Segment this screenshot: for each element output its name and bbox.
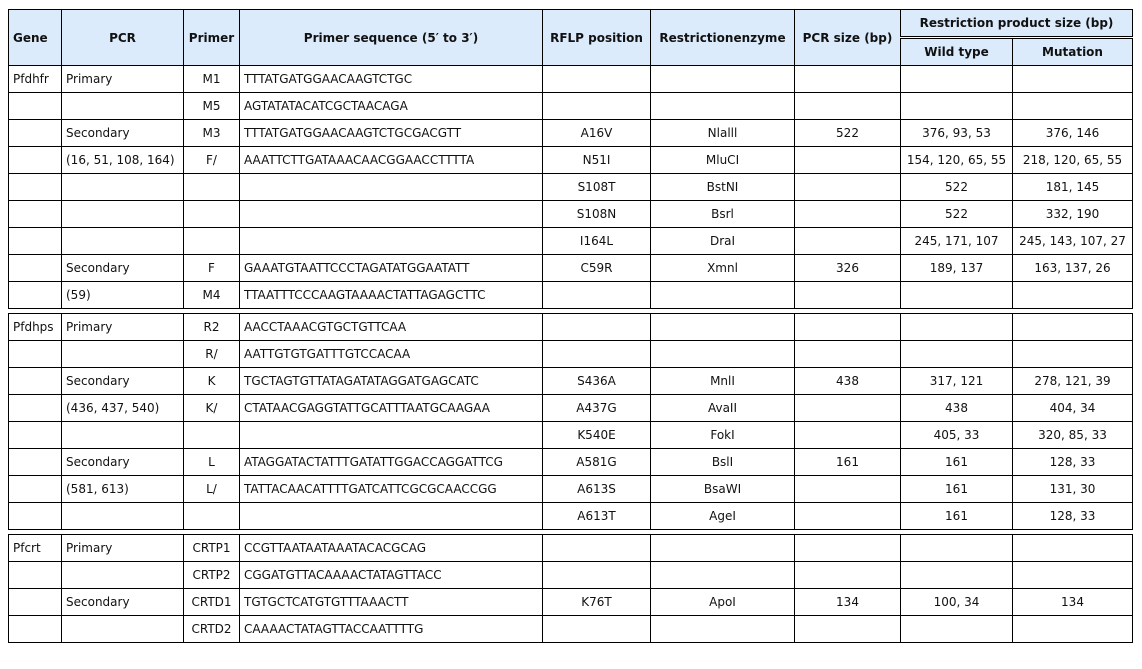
table-body (9, 66, 1133, 643)
cell-mutation (1013, 93, 1133, 120)
cell-primer: CRTP1 (184, 535, 240, 562)
table-row (9, 93, 1133, 120)
table-row (9, 66, 1133, 93)
cell-enzyme: Xmnl (651, 255, 795, 282)
cell-gene (9, 174, 62, 201)
cell-primer: K/ (184, 395, 240, 422)
table-row (9, 476, 1133, 503)
cell-mutation: 134 (1013, 589, 1133, 616)
cell-enzyme: BsaWI (651, 476, 795, 503)
cell-gene (9, 562, 62, 589)
cell-enzyme: Nlalll (651, 120, 795, 147)
cell-mutation: 404, 34 (1013, 395, 1133, 422)
cell-primer (184, 174, 240, 201)
header-product-size: Restriction product size (bp) (901, 10, 1133, 38)
table-row (9, 395, 1133, 422)
cell-rflp-position (543, 341, 651, 368)
cell-gene: Pfdhps (9, 314, 62, 341)
cell-rflp-position: S108T (543, 174, 651, 201)
cell-primer: R2 (184, 314, 240, 341)
cell-primer: M3 (184, 120, 240, 147)
table-container (8, 9, 1133, 643)
cell-mutation (1013, 341, 1133, 368)
cell-pcr (62, 503, 184, 530)
cell-pcr-size (795, 422, 901, 449)
cell-rflp-position (543, 562, 651, 589)
cell-pcr-size (795, 314, 901, 341)
cell-rflp-position: S436A (543, 368, 651, 395)
cell-sequence: AACCTAAACGTGCTGTTCAA (240, 314, 543, 341)
cell-sequence: TATTACAACATTTTGATCATTCGCGCAACCGG (240, 476, 543, 503)
table-row (9, 147, 1133, 174)
cell-mutation (1013, 66, 1133, 93)
table-row (9, 422, 1133, 449)
cell-primer: CRTD2 (184, 616, 240, 643)
cell-sequence: TTTATGATGGAACAAGTCTGCGACGTT (240, 120, 543, 147)
cell-sequence: TTTATGATGGAACAAGTCTGC (240, 66, 543, 93)
cell-sequence: CTATAACGAGGTATTGCATTTAATGCAAGAA (240, 395, 543, 422)
cell-mutation: 218, 120, 65, 55 (1013, 147, 1133, 174)
cell-pcr-size (795, 341, 901, 368)
cell-sequence (240, 503, 543, 530)
cell-primer: L/ (184, 476, 240, 503)
cell-pcr-size (795, 616, 901, 643)
cell-pcr: Secondary (62, 368, 184, 395)
cell-rflp-position: A613S (543, 476, 651, 503)
cell-wild-type: 161 (901, 503, 1013, 530)
cell-primer (184, 228, 240, 255)
cell-gene (9, 255, 62, 282)
cell-sequence: CAAAACTATAGTTACCAATTTTG (240, 616, 543, 643)
cell-gene (9, 341, 62, 368)
cell-mutation: 128, 33 (1013, 503, 1133, 530)
cell-primer: M4 (184, 282, 240, 309)
cell-enzyme (651, 282, 795, 309)
cell-pcr (62, 228, 184, 255)
cell-enzyme: MnlI (651, 368, 795, 395)
cell-gene (9, 503, 62, 530)
header-rflp: RFLP position (543, 10, 651, 66)
cell-rflp-position: C59R (543, 255, 651, 282)
header-wild-type: Wild type (901, 38, 1013, 66)
header-pcr: PCR (62, 10, 184, 66)
cell-mutation: 131, 30 (1013, 476, 1133, 503)
cell-primer: CRTP2 (184, 562, 240, 589)
cell-pcr-size (795, 562, 901, 589)
cell-sequence: TGTGCTCATGTGTTTAAACTT (240, 589, 543, 616)
cell-pcr: (16, 51, 108, 164) (62, 147, 184, 174)
cell-sequence: AATTGTGTGATTTGTCCACAA (240, 341, 543, 368)
cell-enzyme: ApoI (651, 589, 795, 616)
cell-gene (9, 282, 62, 309)
cell-pcr-size (795, 476, 901, 503)
header-gene: Gene (9, 10, 62, 66)
cell-gene (9, 422, 62, 449)
cell-mutation: 376, 146 (1013, 120, 1133, 147)
cell-gene (9, 589, 62, 616)
cell-rflp-position: A613T (543, 503, 651, 530)
cell-sequence: AGTATATACATCGCTAACAGA (240, 93, 543, 120)
cell-mutation: 278, 121, 39 (1013, 368, 1133, 395)
header-pcr-size: PCR size (bp) (795, 10, 901, 66)
cell-enzyme: MluCI (651, 147, 795, 174)
cell-wild-type (901, 314, 1013, 341)
cell-primer (184, 422, 240, 449)
cell-mutation (1013, 282, 1133, 309)
cell-pcr-size (795, 93, 901, 120)
cell-pcr (62, 422, 184, 449)
header-mutation: Mutation (1013, 38, 1133, 66)
cell-sequence: CCGTTAATAATAAATACACGCAG (240, 535, 543, 562)
cell-sequence (240, 201, 543, 228)
cell-wild-type: 405, 33 (901, 422, 1013, 449)
cell-enzyme (651, 341, 795, 368)
cell-sequence: TTAATTTCCCAAGTAAAACTATTAGAGCTTC (240, 282, 543, 309)
cell-enzyme: Bsrl (651, 201, 795, 228)
cell-enzyme: DraI (651, 228, 795, 255)
cell-mutation: 320, 85, 33 (1013, 422, 1133, 449)
header-primer: Primer (184, 10, 240, 66)
cell-gene (9, 395, 62, 422)
cell-gene (9, 616, 62, 643)
cell-pcr-size (795, 66, 901, 93)
cell-wild-type: 438 (901, 395, 1013, 422)
cell-mutation: 181, 145 (1013, 174, 1133, 201)
cell-enzyme (651, 616, 795, 643)
cell-wild-type: 317, 121 (901, 368, 1013, 395)
header-sequence: Primer sequence (5′ to 3′) (240, 10, 543, 66)
cell-pcr (62, 174, 184, 201)
cell-gene (9, 147, 62, 174)
cell-gene (9, 368, 62, 395)
table-row (9, 228, 1133, 255)
cell-sequence: GAAATGTAATTCCCTAGATATGGAATATT (240, 255, 543, 282)
cell-pcr-size: 438 (795, 368, 901, 395)
cell-pcr: Secondary (62, 120, 184, 147)
cell-sequence: AAATTCTTGATAAACAACGGAACCTTTTA (240, 147, 543, 174)
cell-sequence: TGCTAGTGTTATAGATATAGGATGAGCATC (240, 368, 543, 395)
cell-rflp-position (543, 93, 651, 120)
cell-pcr-size (795, 395, 901, 422)
cell-rflp-position: K540E (543, 422, 651, 449)
cell-wild-type: 161 (901, 476, 1013, 503)
cell-enzyme: BstNI (651, 174, 795, 201)
cell-primer: CRTD1 (184, 589, 240, 616)
table-row (9, 535, 1133, 562)
cell-pcr: (436, 437, 540) (62, 395, 184, 422)
cell-sequence (240, 174, 543, 201)
cell-enzyme (651, 562, 795, 589)
cell-wild-type (901, 616, 1013, 643)
cell-rflp-position: I164L (543, 228, 651, 255)
table-row (9, 174, 1133, 201)
cell-pcr: Secondary (62, 255, 184, 282)
cell-pcr-size (795, 147, 901, 174)
cell-sequence (240, 228, 543, 255)
cell-rflp-position (543, 616, 651, 643)
table-row (9, 368, 1133, 395)
cell-primer: M1 (184, 66, 240, 93)
cell-pcr (62, 201, 184, 228)
cell-pcr (62, 341, 184, 368)
cell-pcr-size (795, 503, 901, 530)
cell-wild-type (901, 535, 1013, 562)
cell-pcr-size: 161 (795, 449, 901, 476)
cell-sequence: CGGATGTTACAAAACTATAGTTACC (240, 562, 543, 589)
cell-mutation (1013, 535, 1133, 562)
table-row (9, 255, 1133, 282)
cell-wild-type: 161 (901, 449, 1013, 476)
cell-primer: F/ (184, 147, 240, 174)
cell-sequence: ATAGGATACTATTTGATATTGGACCAGGATTCG (240, 449, 543, 476)
cell-enzyme (651, 66, 795, 93)
cell-enzyme: AgeI (651, 503, 795, 530)
cell-pcr (62, 562, 184, 589)
cell-rflp-position (543, 282, 651, 309)
cell-wild-type: 522 (901, 201, 1013, 228)
cell-primer: R/ (184, 341, 240, 368)
table-row (9, 120, 1133, 147)
cell-mutation (1013, 562, 1133, 589)
cell-enzyme (651, 93, 795, 120)
cell-wild-type: 154, 120, 65, 55 (901, 147, 1013, 174)
cell-enzyme: BslI (651, 449, 795, 476)
cell-enzyme (651, 314, 795, 341)
cell-pcr-size (795, 282, 901, 309)
cell-pcr-size (795, 201, 901, 228)
table-row (9, 503, 1133, 530)
cell-wild-type: 100, 34 (901, 589, 1013, 616)
cell-pcr: Secondary (62, 449, 184, 476)
cell-wild-type: 245, 171, 107 (901, 228, 1013, 255)
cell-pcr: Primary (62, 66, 184, 93)
cell-pcr-size (795, 228, 901, 255)
cell-rflp-position (543, 314, 651, 341)
cell-pcr-size: 326 (795, 255, 901, 282)
table-row (9, 314, 1133, 341)
cell-primer (184, 503, 240, 530)
cell-wild-type (901, 66, 1013, 93)
cell-wild-type: 376, 93, 53 (901, 120, 1013, 147)
cell-pcr: Primary (62, 314, 184, 341)
header-enzyme: Restrictionenzyme (651, 10, 795, 66)
cell-pcr-size (795, 174, 901, 201)
cell-pcr-size: 522 (795, 120, 901, 147)
table-row (9, 449, 1133, 476)
cell-gene (9, 228, 62, 255)
cell-wild-type: 522 (901, 174, 1013, 201)
cell-rflp-position: A437G (543, 395, 651, 422)
cell-gene: Pfcrt (9, 535, 62, 562)
cell-rflp-position (543, 535, 651, 562)
cell-rflp-position: A581G (543, 449, 651, 476)
cell-primer: F (184, 255, 240, 282)
cell-enzyme (651, 535, 795, 562)
cell-wild-type: 189, 137 (901, 255, 1013, 282)
cell-wild-type (901, 282, 1013, 309)
cell-pcr (62, 93, 184, 120)
cell-gene (9, 449, 62, 476)
table-row (9, 282, 1133, 309)
cell-mutation (1013, 616, 1133, 643)
cell-mutation: 245, 143, 107, 27 (1013, 228, 1133, 255)
primer-table (8, 9, 1133, 643)
cell-wild-type (901, 562, 1013, 589)
table-row (9, 562, 1133, 589)
cell-mutation: 332, 190 (1013, 201, 1133, 228)
table-row (9, 589, 1133, 616)
cell-wild-type (901, 341, 1013, 368)
cell-primer: M5 (184, 93, 240, 120)
cell-wild-type (901, 93, 1013, 120)
cell-rflp-position: A16V (543, 120, 651, 147)
cell-pcr: Primary (62, 535, 184, 562)
cell-primer: L (184, 449, 240, 476)
cell-gene (9, 476, 62, 503)
table-row (9, 201, 1133, 228)
cell-enzyme: FokI (651, 422, 795, 449)
cell-pcr-size (795, 535, 901, 562)
cell-primer (184, 201, 240, 228)
cell-enzyme: AvaII (651, 395, 795, 422)
cell-rflp-position: S108N (543, 201, 651, 228)
table-row (9, 616, 1133, 643)
table-row (9, 341, 1133, 368)
table-header (9, 10, 1133, 66)
cell-pcr (62, 616, 184, 643)
cell-pcr-size: 134 (795, 589, 901, 616)
cell-rflp-position: K76T (543, 589, 651, 616)
cell-gene (9, 201, 62, 228)
cell-pcr: (59) (62, 282, 184, 309)
cell-gene: Pfdhfr (9, 66, 62, 93)
cell-rflp-position: N51I (543, 147, 651, 174)
cell-primer: K (184, 368, 240, 395)
cell-mutation: 163, 137, 26 (1013, 255, 1133, 282)
cell-mutation: 128, 33 (1013, 449, 1133, 476)
cell-rflp-position (543, 66, 651, 93)
cell-pcr: (581, 613) (62, 476, 184, 503)
cell-gene (9, 120, 62, 147)
cell-mutation (1013, 314, 1133, 341)
cell-pcr: Secondary (62, 589, 184, 616)
cell-gene (9, 93, 62, 120)
cell-sequence (240, 422, 543, 449)
